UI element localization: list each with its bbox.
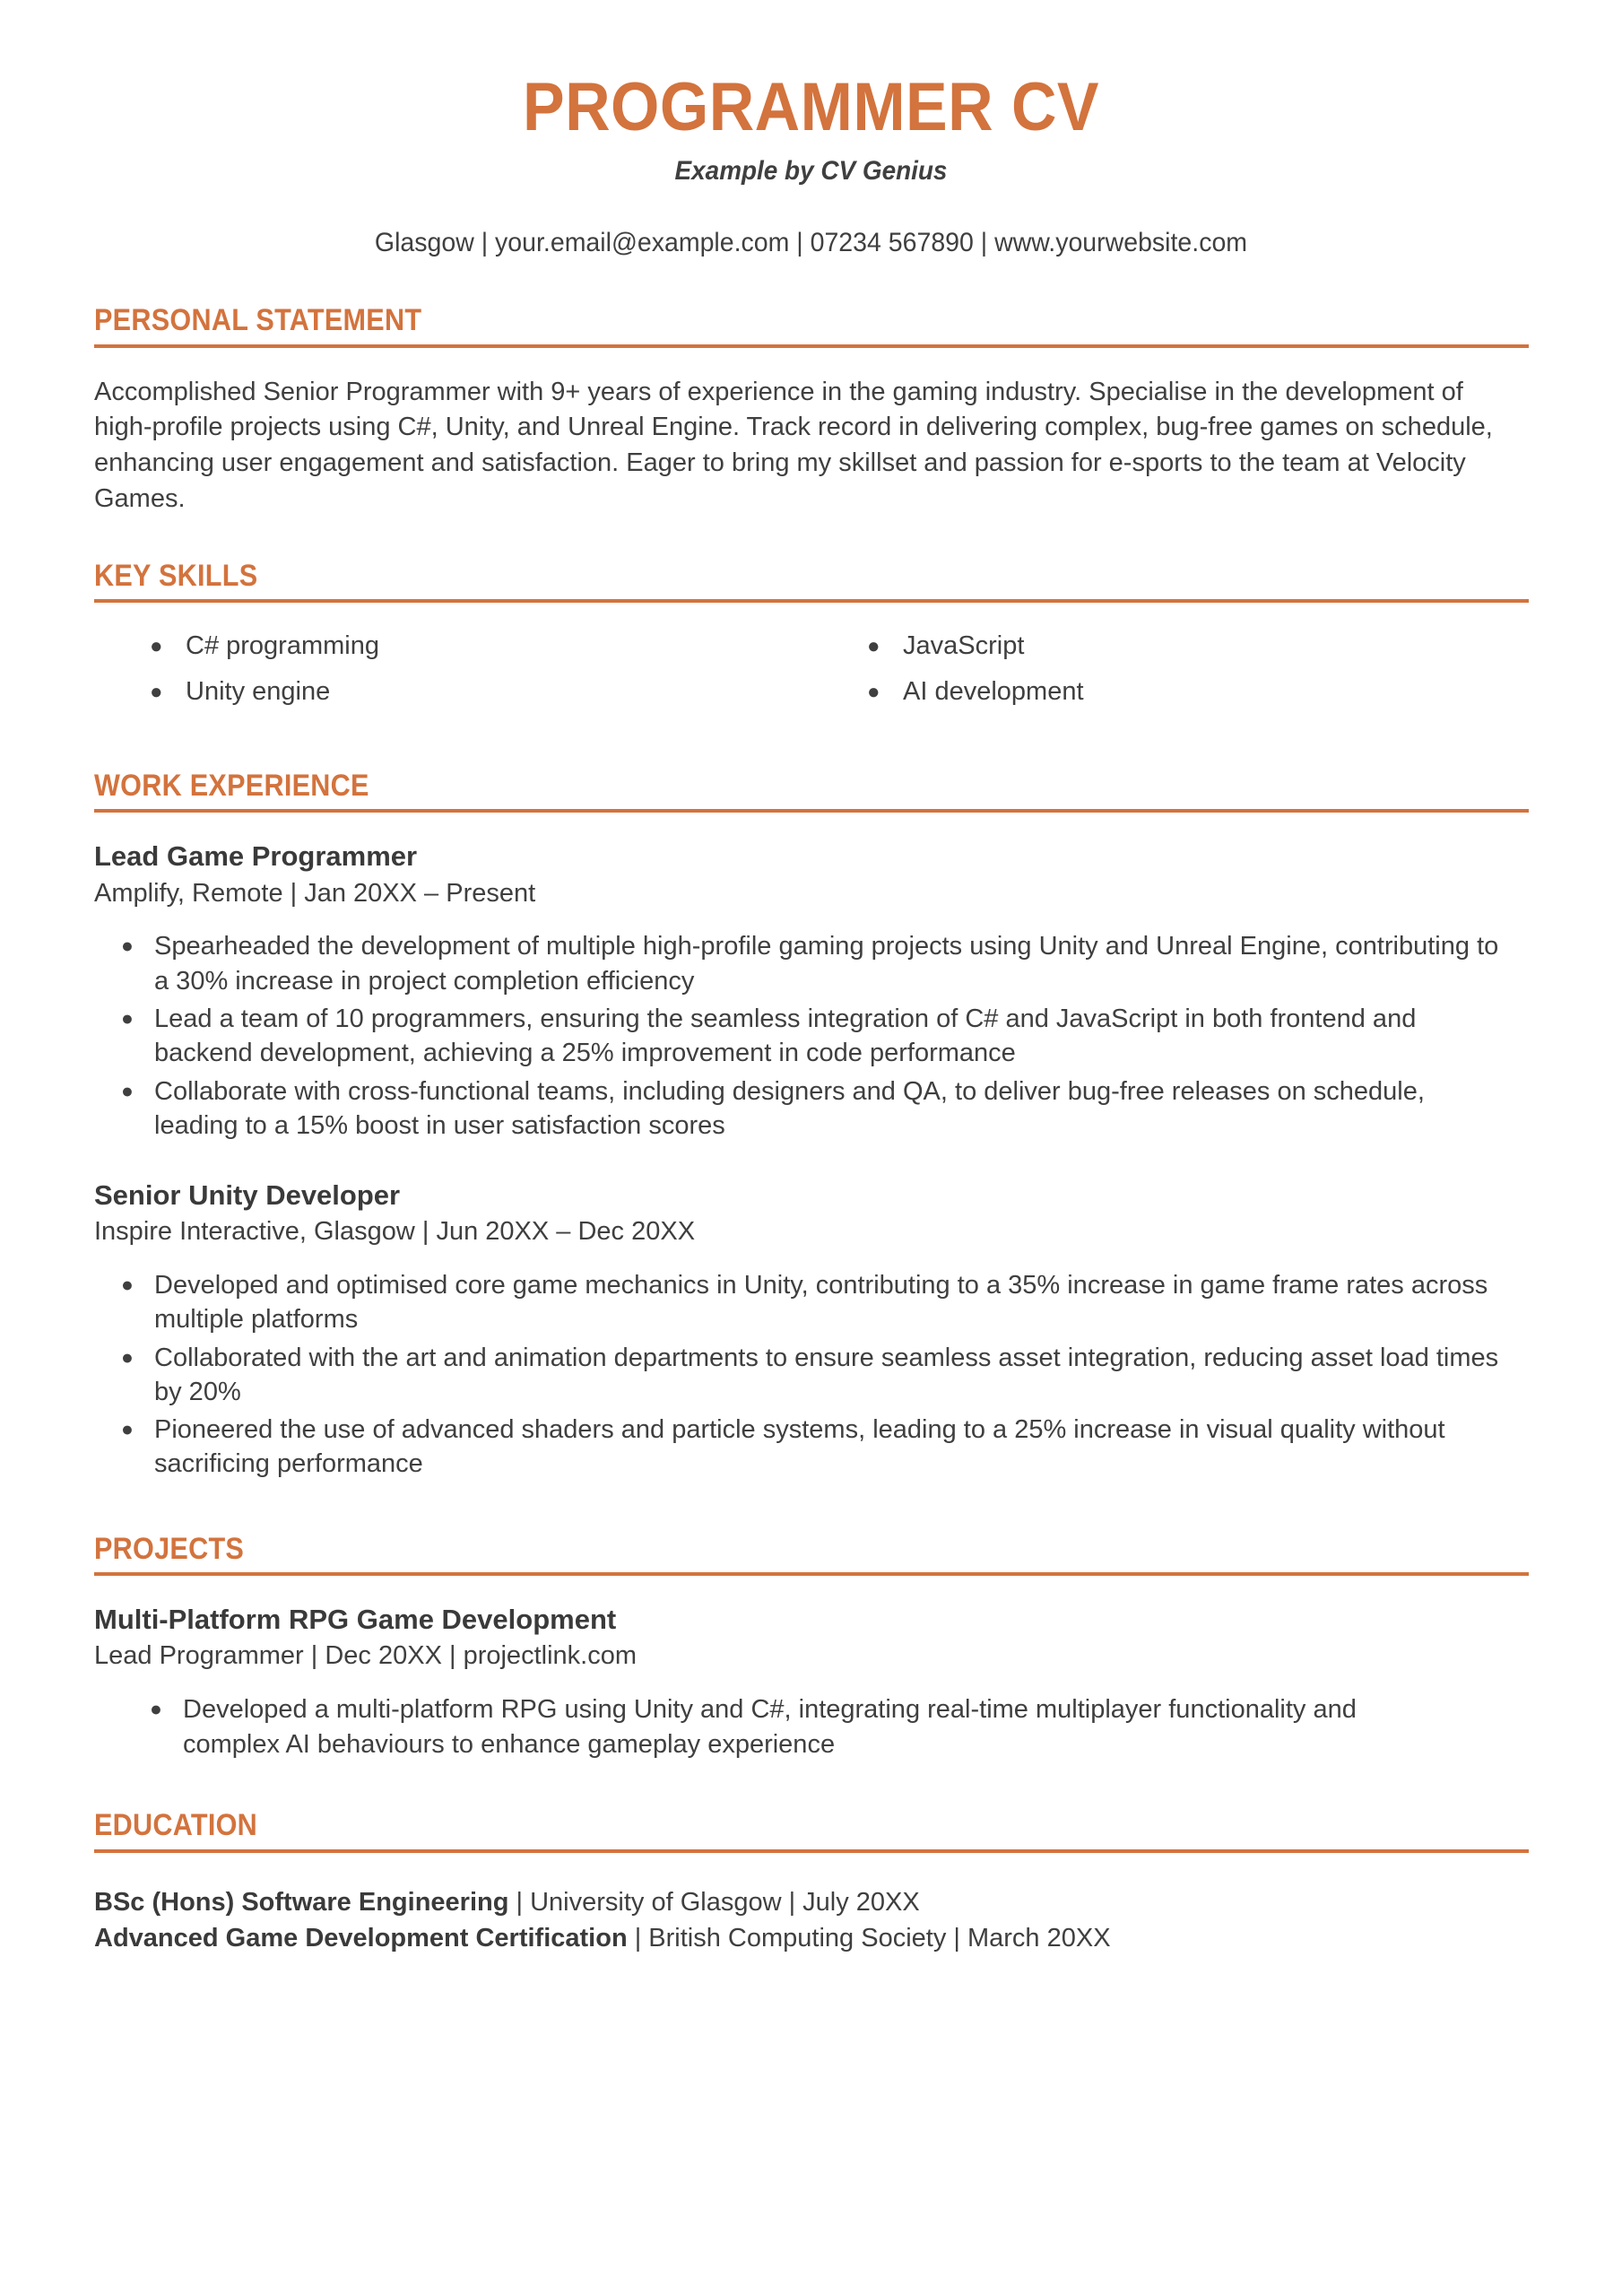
section-heading-projects: PROJECTS — [94, 1531, 245, 1566]
contact-line: Glasgow | your.email@example.com | 07234 567890 | www.yourwebsite.com — [374, 228, 1248, 257]
list-item — [121, 1268, 1529, 1337]
bullet-text: Lead a team of 10 programmers, ensuring the seamless integration of C# and JavaScript in both frontend and backend development, achieving a 25% improvement in code performance — [154, 1004, 1417, 1068]
job-bullet-list — [94, 929, 1529, 1143]
skills-columns — [94, 633, 1529, 724]
section-rule — [94, 1572, 1529, 1576]
job-role-title: Lead Game Programmer — [94, 840, 418, 873]
list-item — [811, 676, 1529, 706]
bullet-icon: ● — [121, 1344, 134, 1369]
skills-column-right — [811, 633, 1529, 724]
bullet-text: Collaborate with cross-functional teams, including designers and QA, to deliver bug-free releases on schedule, leading to a 15% boost in user satisfaction scores — [154, 1076, 1425, 1140]
personal-statement-body: Accomplished Senior Programmer with 9+ years of experience in the gaming industry. Specialise in the development of high-profile projects using C#, Unity, and Unreal Engine. Track record in delivering complex, bug-free games on schedule, enhancing user engagement and satisfaction. Eager to bring my skillset and passion for e-sports to the team at Velocity Games. — [94, 377, 1493, 513]
education-list — [94, 1885, 1529, 1957]
section-rule — [94, 599, 1529, 603]
list-item — [121, 929, 1529, 998]
skill-label: AI development — [903, 676, 1084, 706]
experience-entry — [94, 1180, 1529, 1482]
section-key-skills — [94, 558, 1529, 724]
list-item — [121, 1413, 1529, 1482]
section-heading-personal-statement: PERSONAL STATEMENT — [94, 303, 422, 337]
list-item — [94, 676, 811, 706]
project-entry — [94, 1605, 1529, 1761]
skill-label: Unity engine — [186, 676, 331, 706]
project-bullet-list — [94, 1692, 1529, 1761]
bullet-text: Developed and optimised core game mechanics in Unity, contributing to a 35% increase in game frame rates across multiple platforms — [154, 1271, 1488, 1335]
skills-column-left — [94, 633, 811, 724]
section-education — [94, 1807, 1529, 1956]
section-heading-key-skills: KEY SKILLS — [94, 558, 258, 593]
education-details: | British Computing Society | March 20XX — [627, 1924, 1111, 1953]
project-name: Multi-Platform RPG Game Development — [94, 1604, 617, 1636]
job-company-dates: Amplify, Remote | Jan 20XX – Present — [94, 878, 536, 908]
project-meta: Lead Programmer | Dec 20XX | projectlink.com — [94, 1641, 637, 1671]
bullet-icon: ● — [867, 634, 880, 659]
section-heading-education: EDUCATION — [94, 1807, 258, 1842]
bullet-text: Pioneered the use of advanced shaders and particle systems, leading to a 25% increase in visual quality without sacrificing performance — [154, 1415, 1445, 1479]
skill-label: JavaScript — [903, 631, 1025, 661]
cv-subtitle: Example by CV Genius — [674, 156, 948, 186]
bullet-icon: ● — [150, 679, 163, 704]
section-projects — [94, 1531, 1529, 1761]
bullet-icon: ● — [867, 679, 880, 704]
section-rule — [94, 344, 1529, 348]
bullet-icon: ● — [121, 1273, 134, 1297]
education-details: | University of Glasgow | July 20XX — [508, 1887, 920, 1917]
list-item — [94, 633, 811, 659]
job-bullet-list — [94, 1268, 1529, 1482]
bullet-icon: ● — [121, 1078, 134, 1102]
list-item — [150, 1692, 1529, 1761]
list-item — [811, 633, 1529, 659]
education-entry — [94, 1921, 1529, 1956]
bullet-text: Developed a multi-platform RPG using Unity and C#, integrating real-time multiplayer functionality and complex AI behaviours to enhance gameplay experience — [183, 1695, 1357, 1759]
education-qualification: BSc (Hons) Software Engineering — [94, 1887, 509, 1917]
section-rule — [94, 1849, 1529, 1853]
section-rule — [94, 809, 1529, 813]
section-personal-statement — [94, 305, 1529, 517]
job-role-title: Senior Unity Developer — [94, 1179, 401, 1212]
bullet-text: Spearheaded the development of multiple high-profile gaming projects using Unity and Unreal Engine, contributing to a 30% increase in project completion efficiency — [154, 932, 1499, 996]
job-company-dates: Inspire Interactive, Glasgow | Jun 20XX – Dec 20XX — [94, 1217, 696, 1247]
skill-label: C# programming — [186, 631, 379, 661]
section-work-experience — [94, 770, 1529, 1482]
experience-entry — [94, 841, 1529, 1143]
list-item — [121, 1074, 1529, 1144]
education-qualification: Advanced Game Development Certification — [94, 1924, 628, 1953]
page-title: PROGRAMMER CV — [522, 69, 1100, 145]
bullet-icon: ● — [150, 1697, 162, 1721]
education-entry — [94, 1885, 1529, 1920]
bullet-icon: ● — [121, 1005, 134, 1030]
list-item — [121, 1341, 1529, 1410]
bullet-icon: ● — [121, 934, 134, 958]
bullet-icon: ● — [150, 634, 163, 659]
list-item — [121, 1002, 1529, 1071]
cv-header — [0, 0, 1622, 258]
bullet-text: Collaborated with the art and animation departments to ensure seamless asset integration, reducing asset load times by 20% — [154, 1343, 1499, 1406]
section-heading-work-experience: WORK EXPERIENCE — [94, 768, 369, 803]
bullet-icon: ● — [121, 1417, 134, 1441]
